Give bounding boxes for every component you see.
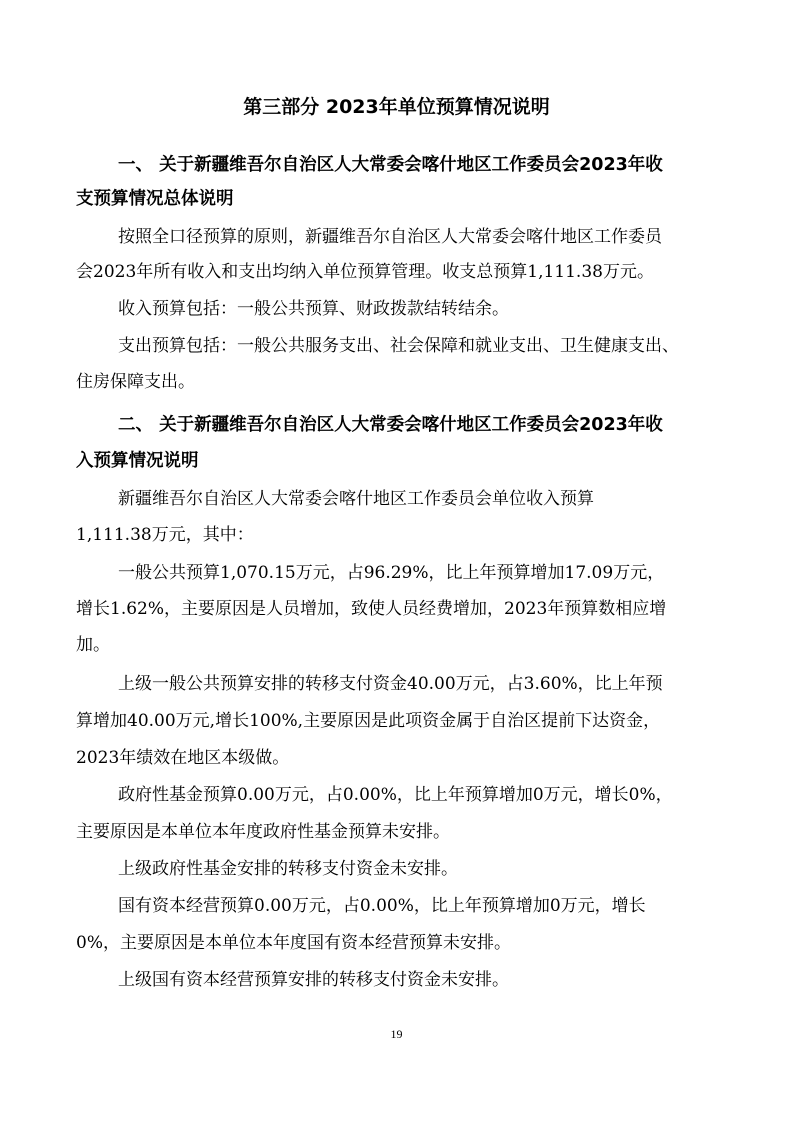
section2-paragraph4-line1: 政府性基金预算0.00万元，占0.00%，比上年预算增加0万元，增长0%，: [118, 785, 673, 805]
section1-paragraph3-line2: 住房保障支出。: [76, 372, 195, 392]
section2-paragraph4-line2: 主要原因是本单位本年度政府性基金预算未安排。: [76, 822, 450, 842]
section1-paragraph1-line1: 按照全口径预算的原则，新疆维吾尔自治区人大常委会喀什地区工作委员: [118, 227, 662, 247]
section1-paragraph2: 收入预算包括：一般公共预算、财政拨款结转结余。: [118, 299, 509, 319]
section1-paragraph3-line1: 支出预算包括：一般公共服务支出、社会保障和就业支出、卫生健康支出、: [118, 336, 679, 356]
section2-heading-line1: 二、 关于新疆维吾尔自治区人大常委会喀什地区工作委员会2023年收: [118, 415, 663, 435]
section1-paragraph1-line2: 会2023年所有收入和支出均纳入单位预算管理。收支总预算1,111.38万元。: [76, 262, 654, 282]
section2-paragraph6-line1: 国有资本经营预算0.00万元，占0.00%，比上年预算增加0万元，增长: [118, 896, 646, 916]
section2-paragraph5: 上级政府性基金安排的转移支付资金未安排。: [118, 859, 458, 879]
section2-paragraph2-line1: 一般公共预算1,070.15万元，占96.29%，比上年预算增加17.09万元，: [118, 563, 665, 583]
section2-paragraph2-line2: 增长1.62%，主要原因是人员增加，致使人员经费增加，2023年预算数相应增: [76, 599, 667, 619]
section2-paragraph6-line2: 0%，主要原因是本单位本年度国有资本经营预算未安排。: [76, 933, 511, 953]
section2-paragraph7: 上级国有资本经营预算安排的转移支付资金未安排。: [118, 970, 509, 990]
section2-paragraph1-line2: 1,111.38万元，其中：: [76, 525, 254, 545]
section1-heading-line2: 支预算情况总体说明: [76, 189, 234, 209]
section2-paragraph2-line3: 加。: [76, 635, 110, 655]
section2-paragraph3-line1: 上级一般公共预算安排的转移支付资金40.00万元，占3.60%，比上年预: [118, 674, 663, 694]
page-number: 19: [390, 1027, 403, 1041]
section2-paragraph3-line3: 2023年绩效在地区本级做。: [76, 748, 290, 768]
section1-heading-line1: 一、 关于新疆维吾尔自治区人大常委会喀什地区工作委员会2023年收: [118, 155, 663, 175]
section2-paragraph3-line2: 算增加40.00万元,增长100%,主要原因是此项资金属于自治区提前下达资金，: [76, 711, 661, 731]
section2-heading-line2: 入预算情况说明: [76, 451, 199, 471]
section2-paragraph1-line1: 新疆维吾尔自治区人大常委会喀什地区工作委员会单位收入预算: [118, 489, 594, 509]
page-title: 第三部分 2023年单位预算情况说明: [243, 96, 550, 118]
